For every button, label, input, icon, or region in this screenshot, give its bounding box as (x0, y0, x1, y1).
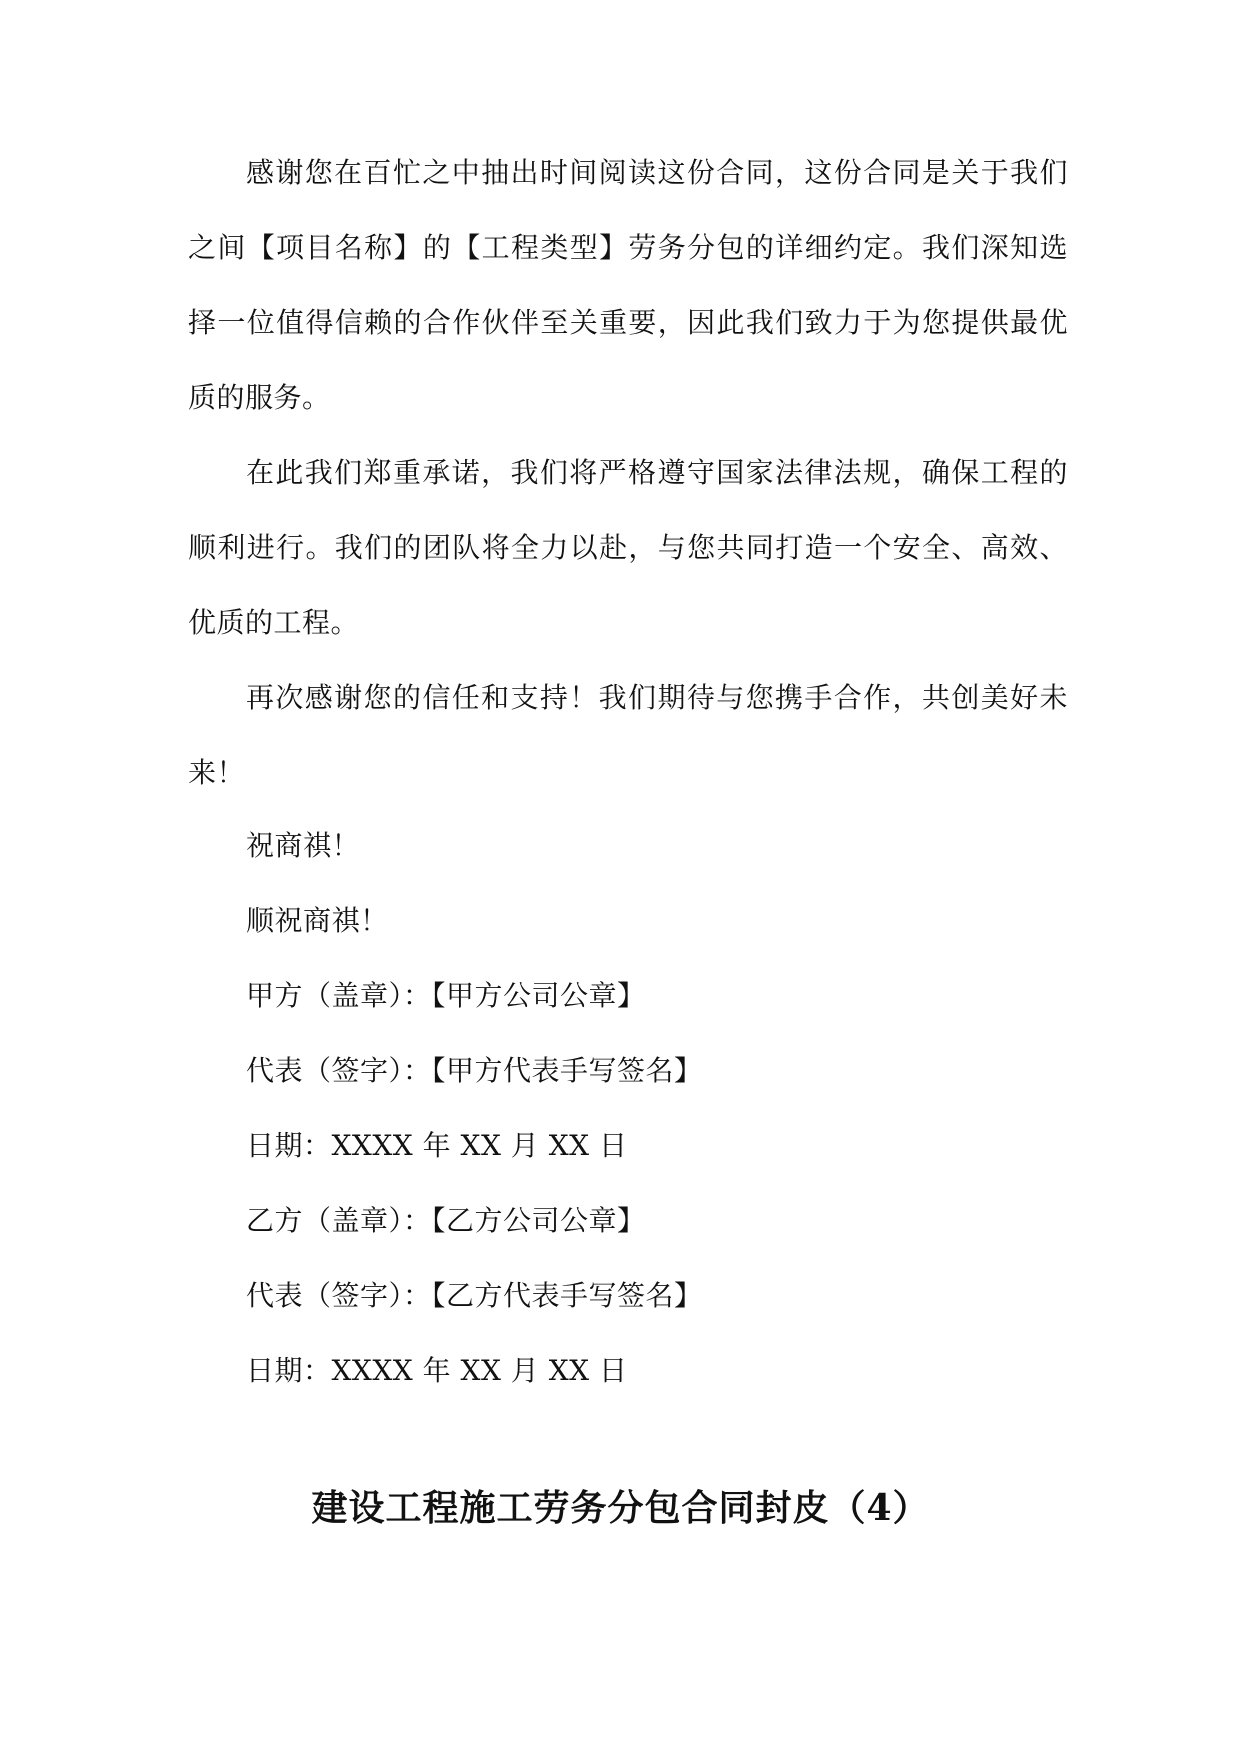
closing-line-2: 顺祝商祺！ (246, 904, 389, 937)
party-a-seal: 甲方（盖章）：【甲方公司公章】 (246, 979, 646, 1012)
paragraph-commitment: 在此我们郑重承诺，我们将严格遵守国家法律法规，确保工程的顺利进行。我们的团队将全力以赴，与您共同打造一个安全、高效、优质的工程。 (188, 456, 1068, 639)
party-b-representative: 代表（签字）：【乙方代表手写签名】 (246, 1279, 703, 1312)
paragraph-gratitude: 再次感谢您的信任和支持！我们期待与您携手合作，共创美好未来！ (188, 681, 1068, 789)
party-b-seal: 乙方（盖章）：【乙方公司公章】 (246, 1204, 646, 1237)
party-a-representative: 代表（签字）：【甲方代表手写签名】 (246, 1054, 703, 1087)
section-heading: 建设工程施工劳务分包合同封皮（4） (311, 1487, 930, 1529)
closing-line-1: 祝商祺！ (246, 829, 361, 862)
paragraph-thanks: 感谢您在百忙之中抽出时间阅读这份合同，这份合同是关于我们之间【项目名称】的【工程类型】劳务分包的详细约定。我们深知选择一位值得信赖的合作伙伴至关重要，因此我们致力于为您提供最优质的服务。 (188, 156, 1068, 414)
party-b-date: 日期：XXXX 年 XX 月 XX 日 (246, 1354, 628, 1387)
party-a-date: 日期：XXXX 年 XX 月 XX 日 (246, 1129, 628, 1162)
